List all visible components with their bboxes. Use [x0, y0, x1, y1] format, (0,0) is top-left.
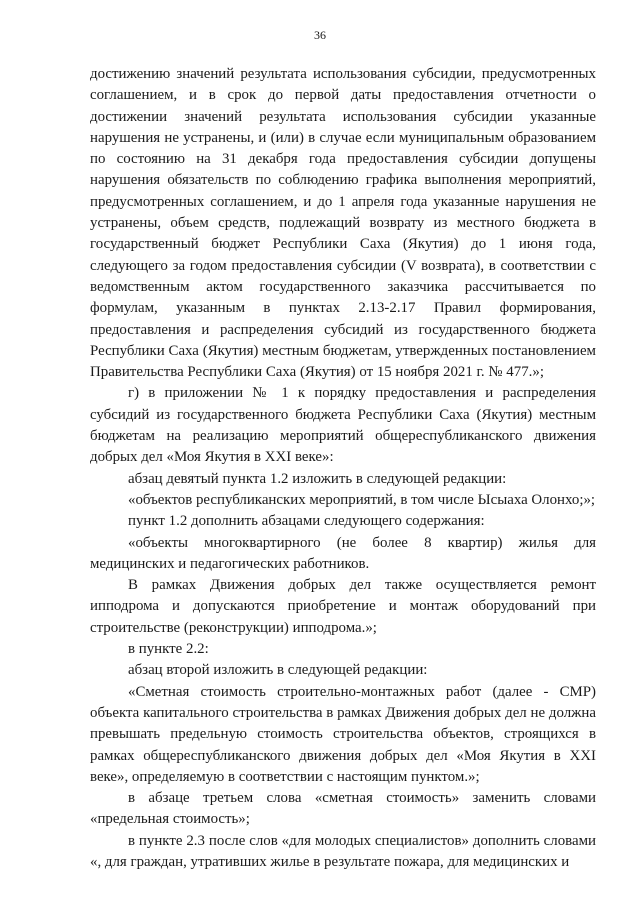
paragraph-amend-abzac-9: абзац девятый пункта 1.2 изложить в следующей редакции: — [128, 470, 507, 487]
document-body — [90, 64, 596, 873]
paragraph-point-2-3: в пункте 2.3 после слов «для молодых специалистов» дополнить словами «, для граждан, утративших жилье в результате пожара, для медицинских и — [90, 832, 596, 870]
paragraph-quote-objects: «объектов республиканских мероприятий, в том числе Ысыаха Олонхо;»; — [128, 491, 596, 508]
paragraph-continuation: достижению значений результата использования субсидии, предусмотренных соглашением, и в срок до первой даты предоставления отчетности о достижении значений результата использования субсидии указанные нарушения не устранены, и (или) в случае если муниципальным образованием по состоянию на 31 декабря года предоставления субсидии допущены нарушения обязательств по соблюдению графика выполнения мероприятий, предусмотренных соглашением, и до 1 апреля года указанные нарушения не устранены, объем средств, подлежащий возврату из местного бюджета в государственный бюджет Республики Саха (Якутия) до 1 июня года, следующего за годом предоставления субсидии (V возврата), в соответствии с ведомственным актом государственного заказчика рассчитывается по формулам, указанным в пунктах 2.13-2.17 Правил формирования, предоставления и распределения субсидий из государственного бюджета Республики Саха (Якутия) местным бюджетам, утвержденных постановлением Правительства Республики Саха (Якутия) от 15 ноября 2021 г. № 477.»; — [90, 66, 596, 381]
page-number: 36 — [314, 28, 326, 42]
paragraph-quote-smr: «Сметная стоимость строительно-монтажных работ (далее - СМР) объекта капитального строительства в рамках Движения добрых дел не должна превышать предельную стоимость строительства объектов, строящихся в рамках общереспубликанского движения добрых дел «Моя Якутия в XXI веке», определяемую в соответствии с настоящим пунктом.»; — [90, 683, 596, 785]
paragraph-hippodrome: В рамках Движения добрых дел также осуществляется ремонт ипподрома и допускаются приобретение и монтаж оборудований при строительстве (реконструкции) ипподрома.»; — [90, 577, 596, 636]
paragraph-abzac-3: в абзаце третьем слова «сметная стоимость» заменить словами «предельная стоимость»; — [90, 790, 596, 828]
paragraph-item-g: г) в приложении № 1 к порядку предоставления и распределения субсидий из государственного бюджета Республики Саха (Якутия) местным бюджетам на реализацию мероприятий общереспубликанского движения добрых дел «Моя Якутия в XXI веке»: — [90, 385, 596, 466]
paragraph-amend-1-2: пункт 1.2 дополнить абзацами следующего содержания: — [128, 513, 485, 530]
paragraph-point-2-2: в пункте 2.2: — [128, 641, 209, 658]
paragraph-quote-housing: «объекты многоквартирного (не более 8 квартир) жилья для медицинских и педагогических работников. — [90, 534, 596, 572]
paragraph-abzac-2: абзац второй изложить в следующей редакции: — [128, 662, 428, 679]
